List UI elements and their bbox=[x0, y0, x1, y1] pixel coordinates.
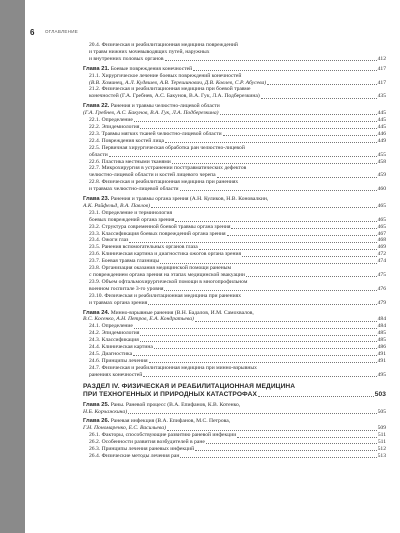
entry-title-cont: Г.Н. Пономаренко, Е.С. Васильева) bbox=[83, 425, 166, 432]
toc-entry[interactable] bbox=[83, 337, 386, 344]
leader-dots bbox=[167, 430, 377, 431]
page-ref: 465 bbox=[377, 216, 386, 223]
leader-dots bbox=[220, 114, 377, 115]
toc-section[interactable] bbox=[83, 383, 386, 399]
page-ref: 474 bbox=[377, 258, 386, 265]
toc-entry[interactable] bbox=[83, 231, 386, 238]
entry-title-cont: и внутренних половых органов bbox=[89, 55, 164, 62]
leader-dots bbox=[134, 328, 377, 329]
toc-entry[interactable] bbox=[83, 237, 386, 244]
entry-title: 22.8. Физическая и реабилитационная медицина при ранениях bbox=[89, 179, 239, 186]
page-ref: 412 bbox=[377, 55, 386, 62]
entry-title-cont: ранениях конечностей bbox=[89, 371, 143, 378]
toc-entry[interactable] bbox=[83, 117, 386, 124]
toc-chapter[interactable] bbox=[83, 418, 386, 432]
entry-title: 23.6. Клиническая картина и диагностика ожогов органа зрения bbox=[89, 251, 242, 258]
entry-title: 23.2. Структура современной боевой травмы органа зрения bbox=[89, 223, 231, 230]
toc-entry[interactable] bbox=[83, 351, 386, 358]
page-ref: 486 bbox=[377, 344, 386, 351]
toc-entry[interactable] bbox=[83, 86, 386, 100]
toc-entry[interactable] bbox=[83, 323, 386, 330]
entry-title-cont: с повреждением органа зрения на этапах медицинской эвакуации bbox=[89, 272, 245, 278]
chapter-number: Глава 25. bbox=[83, 401, 110, 408]
entry-title: 26.1. Факторы, способствующие развитию раневой инфекции bbox=[89, 432, 237, 439]
leader-dots bbox=[129, 242, 376, 243]
leader-dots bbox=[267, 84, 376, 85]
page-ref: 511 bbox=[377, 439, 386, 446]
leader-dots bbox=[258, 396, 374, 397]
page-ref: 445 bbox=[377, 110, 386, 117]
entry-title: РАЗДЕЛ IV. ФИЗИЧЕСКАЯ И РЕАБИЛИТАЦИОННАЯ МЕДИЦИНА bbox=[83, 382, 296, 390]
page-ref: 479 bbox=[377, 299, 386, 306]
toc-entry[interactable] bbox=[83, 145, 386, 159]
leader-dots bbox=[128, 413, 377, 414]
leader-dots bbox=[165, 60, 377, 61]
leader-dots bbox=[180, 457, 376, 458]
page-ref: 485 bbox=[377, 337, 386, 344]
entry-title: 23.4. Ожоги глаз bbox=[89, 237, 129, 244]
page-ref: 455 bbox=[377, 151, 386, 158]
entry-title: 24.2. Эпидемиология bbox=[89, 330, 140, 337]
leader-dots bbox=[175, 221, 376, 222]
leader-dots bbox=[172, 163, 377, 164]
page-ref: 475 bbox=[377, 272, 386, 278]
entry-title-cont: конечностей (Г.А. Гребнев, А.С. Бакунов, В.А. Гук, Л.А. Подберезкина) bbox=[89, 93, 260, 100]
page-ref: 449 bbox=[377, 137, 386, 144]
entry-title: 22.1. Определение bbox=[89, 117, 133, 124]
page-ref: 476 bbox=[377, 285, 386, 292]
entry-title: 23.10. Физическая и реабилитационная медицина при ранениях bbox=[89, 292, 242, 299]
leader-dots bbox=[160, 263, 376, 264]
leader-dots bbox=[231, 228, 376, 229]
chapter-number: Глава 26. bbox=[83, 418, 110, 425]
entry-title: 24.6. Принципы лечения bbox=[89, 357, 148, 364]
page-ref: 445 bbox=[377, 123, 386, 130]
leader-dots bbox=[164, 290, 376, 291]
page-ref: 513 bbox=[377, 452, 386, 459]
page-ref: 472 bbox=[377, 251, 386, 258]
entry-title-cont: Н.Б. Корчажкина) bbox=[83, 408, 128, 415]
entry-title: 23.1. Определение и терминология bbox=[89, 209, 173, 216]
page-ref: 511 bbox=[377, 432, 386, 439]
leader-dots bbox=[242, 256, 377, 257]
entry-title-cont: и травмах органа зрения bbox=[89, 299, 148, 306]
page-ref: 417 bbox=[377, 65, 386, 72]
entry-title: 22.3. Травмы мягких тканей челюстно-лицевой области bbox=[89, 130, 222, 137]
leader-dots bbox=[149, 362, 377, 363]
toc-entry[interactable] bbox=[83, 293, 386, 307]
toc-entry[interactable] bbox=[83, 131, 386, 138]
toc-entry[interactable] bbox=[83, 279, 386, 293]
page-ref: 505 bbox=[377, 408, 386, 415]
page-ref: 460 bbox=[377, 186, 386, 193]
page-ref: 465 bbox=[377, 202, 386, 209]
page-ref: 512 bbox=[377, 446, 386, 453]
chapter-number: Глава 21. bbox=[83, 65, 110, 72]
page-ref: 417 bbox=[377, 79, 386, 86]
page-ref: 485 bbox=[377, 330, 386, 337]
entry-title: Раневая инфекция (В.А. Епифанов, М.С. Петрова, bbox=[109, 418, 231, 425]
toc-entry[interactable] bbox=[83, 210, 386, 224]
entry-title-cont: А.К. Райфельд, В.А. Павлов) bbox=[83, 202, 150, 209]
toc-entry[interactable] bbox=[83, 365, 386, 379]
entry-title: 23.9. Объем офтальмохирургической помощи в многопрофильном bbox=[89, 278, 248, 285]
chapter-number: Глава 24. bbox=[83, 309, 110, 316]
leader-dots bbox=[199, 249, 377, 250]
page-ref: 491 bbox=[377, 350, 386, 357]
leader-dots bbox=[143, 376, 376, 377]
entry-title-cont: и травм нижних мочевыводящих путей, наружных bbox=[89, 48, 210, 55]
entry-title: 23.3. Классификация боевых повреждений органа зрения bbox=[89, 230, 226, 237]
leader-dots bbox=[140, 335, 376, 336]
leader-dots bbox=[134, 121, 377, 122]
page-ref: 495 bbox=[377, 371, 386, 378]
page-ref: 467 bbox=[377, 230, 386, 237]
toc-entry[interactable] bbox=[83, 344, 386, 351]
toc-entry[interactable] bbox=[83, 73, 386, 87]
toc-chapter[interactable] bbox=[83, 196, 386, 210]
leader-dots bbox=[261, 98, 377, 99]
entry-title: 22.4. Повреждения костей лица bbox=[89, 137, 164, 144]
leader-dots bbox=[195, 321, 377, 322]
page-ref: 459 bbox=[377, 172, 386, 179]
entry-title: 22.7. Микрохирургия в устранении посттравматических дефектов bbox=[89, 165, 247, 172]
entry-title: 21.1. Хирургическое лечение боевых повреждений конечностей bbox=[89, 72, 242, 79]
page-ref: 484 bbox=[377, 316, 386, 323]
entry-title: 24.5. Диагностика bbox=[89, 350, 133, 357]
entry-title: 24.7. Физическая и реабилитационная медицина при минно-взрывных bbox=[89, 364, 257, 371]
entry-title: Ранения и травмы челюстно-лицевой области bbox=[109, 103, 220, 110]
leader-dots bbox=[217, 177, 377, 178]
leader-dots bbox=[227, 235, 377, 236]
toc-entry[interactable] bbox=[83, 446, 386, 453]
entry-title: 23.7. Боевая травма глазницы bbox=[89, 258, 160, 265]
entry-title: 24.3. Классификация bbox=[89, 337, 139, 344]
toc-entry[interactable] bbox=[83, 265, 386, 279]
page-ref: 445 bbox=[377, 117, 386, 124]
toc-entry[interactable] bbox=[83, 251, 386, 258]
entry-title-cont: области bbox=[89, 151, 108, 158]
page-ref: 484 bbox=[377, 323, 386, 330]
leader-dots bbox=[193, 70, 376, 71]
toc-chapter[interactable] bbox=[83, 103, 386, 117]
page-ref: 503 bbox=[374, 390, 386, 398]
entry-title: 22.5. Первичная хирургическая обработка ран челюстно-лицевой bbox=[89, 144, 245, 151]
page-number: 6 bbox=[30, 28, 35, 37]
entry-title: 26.4. Физические методы лечения ран bbox=[89, 452, 180, 459]
entry-title-cont: и травмах челюстно-лицевой области bbox=[89, 186, 179, 193]
leader-dots bbox=[165, 142, 377, 143]
running-title: ОГЛАВЛЕНИЕ bbox=[45, 29, 79, 34]
page-ref: 469 bbox=[377, 244, 386, 251]
toc-entry[interactable] bbox=[83, 439, 386, 446]
leader-dots bbox=[109, 156, 377, 157]
entry-title: 24.1. Определение bbox=[89, 323, 133, 330]
entry-title: 21.2. Физическая и реабилитационная медицина при боевой травме bbox=[89, 86, 251, 93]
leader-dots bbox=[180, 190, 377, 191]
entry-title: 26.3. Принципы лечения раневых инфекций bbox=[89, 446, 195, 453]
chapter-number: Глава 23. bbox=[83, 196, 110, 203]
leader-dots bbox=[195, 450, 377, 451]
toc-entry[interactable] bbox=[83, 165, 386, 179]
table-of-contents bbox=[83, 42, 386, 460]
leader-dots bbox=[140, 128, 376, 129]
toc-chapter[interactable] bbox=[83, 402, 386, 416]
page-edge-bar bbox=[0, 0, 25, 533]
page-ref: 468 bbox=[377, 237, 386, 244]
leader-dots bbox=[237, 437, 377, 438]
page-ref: 446 bbox=[377, 130, 386, 137]
page-ref: 458 bbox=[377, 158, 386, 165]
toc-chapter[interactable] bbox=[83, 66, 386, 73]
leader-dots bbox=[246, 276, 377, 277]
page-ref: 491 bbox=[377, 357, 386, 364]
leader-dots bbox=[140, 341, 377, 342]
leader-dots bbox=[151, 207, 377, 208]
toc-entry[interactable] bbox=[83, 124, 386, 131]
entry-title: 24.4. Клиническая картина bbox=[89, 344, 153, 351]
page-ref: 509 bbox=[377, 425, 386, 432]
entry-title-cont: (Г.А. Гребнев, А.С. Бакунов, В.А. Гук, Л.А. Подберезкина) bbox=[83, 110, 219, 117]
toc-entry[interactable] bbox=[83, 244, 386, 251]
entry-title: 26.2. Особенности развития возбудителей в ране bbox=[89, 439, 205, 446]
entry-title-cont: ПРИ ТЕХНОГЕННЫХ И ПРИРОДНЫХ КАТАСТРОФАХ bbox=[83, 390, 257, 398]
entry-title-cont: военном госпитале 3-го уровня bbox=[89, 285, 164, 292]
toc-entry[interactable] bbox=[83, 224, 386, 231]
entry-title: Раны. Раневой процесс (В.А. Епифанов, К.В. Котенко, bbox=[109, 401, 241, 408]
leader-dots bbox=[148, 304, 376, 305]
entry-title-cont: В.С. Косенко, А.Н. Петров, Е.А. Кондратьева) bbox=[83, 316, 194, 323]
entry-title-cont: челюстно-лицевой области и костей лицевого черепа bbox=[89, 172, 216, 179]
toc-entry[interactable] bbox=[83, 138, 386, 145]
chapter-number: Глава 22. bbox=[83, 103, 110, 110]
entry-title: Ранения и травмы органа зрения (А.Н. Куликов, Н.В. Коновалкин, bbox=[109, 196, 269, 203]
entry-title: Боевые повреждения конечностей bbox=[109, 65, 193, 72]
page-ref: 435 bbox=[377, 93, 386, 100]
toc-chapter[interactable] bbox=[83, 310, 386, 324]
entry-title: 23.8. Организация оказания медицинской помощи раненым bbox=[89, 265, 232, 272]
leader-dots bbox=[154, 348, 377, 349]
entry-title: 22.6. Пластика местными тканями bbox=[89, 158, 171, 165]
toc-entry[interactable] bbox=[83, 358, 386, 365]
entry-title-cont: боевых повреждений органа зрения bbox=[89, 216, 175, 223]
toc-entry[interactable] bbox=[83, 453, 386, 460]
toc-entry[interactable] bbox=[83, 42, 386, 63]
entry-title: 22.2. Эпидемиология bbox=[89, 123, 140, 130]
entry-title: Минно-взрывные ранения (В.Н. Бадалов, И.М. Самохвалов, bbox=[109, 309, 254, 316]
page-ref: 465 bbox=[377, 223, 386, 230]
entry-title: 23.5. Ранения вспомогательных органов глаза bbox=[89, 244, 198, 251]
entry-title: 20.4. Физическая и реабилитационная медицина повреждений bbox=[89, 42, 238, 48]
leader-dots bbox=[206, 443, 377, 444]
toc-entry[interactable] bbox=[83, 179, 386, 193]
entry-title-cont: (В.В. Хоминец, А.Л. Кудяшев, А.В. Терешинович, Д.В. Ковлев, С.Р. Абусева) bbox=[89, 79, 267, 86]
leader-dots bbox=[223, 135, 377, 136]
leader-dots bbox=[133, 355, 376, 356]
